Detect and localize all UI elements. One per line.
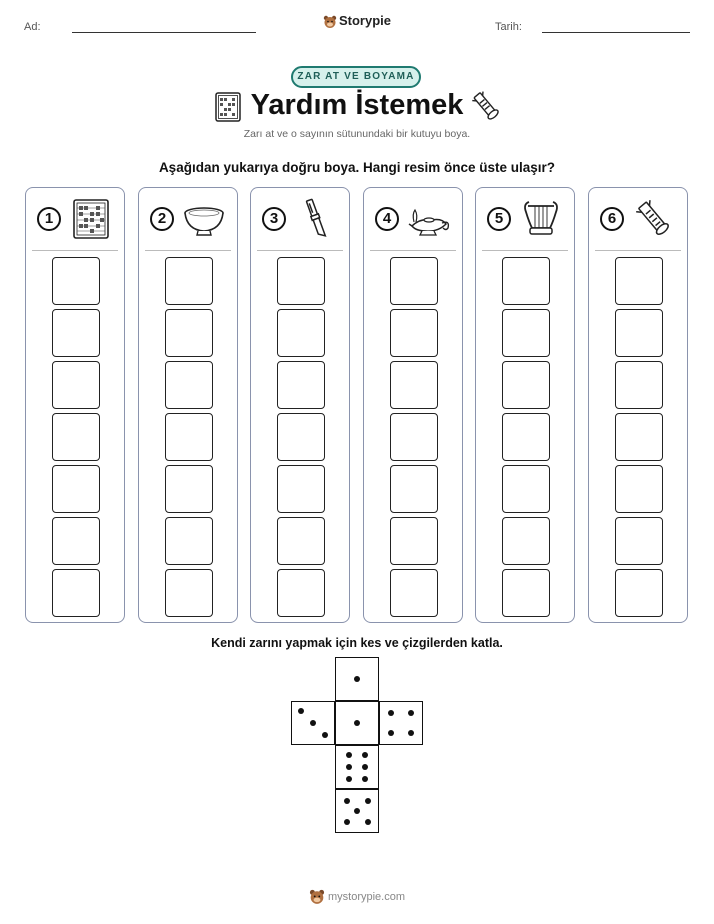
dice-face-4 — [379, 701, 423, 745]
dice-pip — [388, 730, 394, 736]
dice-pip — [354, 808, 360, 814]
dice-pip — [346, 776, 352, 782]
color-box[interactable] — [277, 569, 325, 617]
column-3 — [250, 187, 350, 623]
column-1 — [25, 187, 125, 623]
dice-pip — [346, 752, 352, 758]
color-box[interactable] — [615, 257, 663, 305]
color-box[interactable] — [277, 465, 325, 513]
color-box[interactable] — [390, 309, 438, 357]
color-box[interactable] — [165, 361, 213, 409]
color-box[interactable] — [52, 257, 100, 305]
column-4 — [363, 187, 463, 623]
color-box[interactable] — [165, 517, 213, 565]
bear-icon — [309, 889, 325, 905]
column-number: 6 — [600, 207, 624, 231]
color-box[interactable] — [502, 309, 550, 357]
scroll-icon — [633, 198, 675, 240]
column-divider — [32, 250, 118, 251]
dice-pip — [298, 708, 304, 714]
column-5 — [475, 187, 575, 623]
dice-pip — [354, 676, 360, 682]
color-box[interactable] — [165, 257, 213, 305]
footer-url: mystorypie.com — [327, 890, 406, 903]
color-box[interactable] — [615, 309, 663, 357]
color-box[interactable] — [615, 569, 663, 617]
coloring-instruction: Aşağıdan yukarıya doğru boya. Hangi resim önce üste ulaşır? — [158, 160, 556, 175]
dice-pip — [388, 710, 394, 716]
color-box[interactable] — [502, 517, 550, 565]
dice-face-5 — [335, 789, 379, 833]
column-2 — [138, 187, 238, 623]
dice-pip — [362, 764, 368, 770]
dice-pip — [362, 776, 368, 782]
color-box[interactable] — [52, 465, 100, 513]
color-box[interactable] — [502, 413, 550, 461]
chisel-icon — [295, 198, 337, 240]
color-box[interactable] — [277, 361, 325, 409]
color-box[interactable] — [52, 413, 100, 461]
color-box[interactable] — [390, 465, 438, 513]
dice-pip — [362, 752, 368, 758]
name-line[interactable] — [72, 32, 256, 33]
dice-pip — [322, 732, 328, 738]
column-number: 3 — [262, 207, 286, 231]
bowl-icon — [183, 198, 225, 240]
page-title: Yardım İstemek — [250, 89, 464, 121]
color-box[interactable] — [277, 257, 325, 305]
dice-pip — [344, 798, 350, 804]
color-box[interactable] — [52, 361, 100, 409]
footer — [0, 889, 714, 905]
oil-lamp-icon — [408, 198, 450, 240]
abacus-icon — [70, 198, 112, 240]
dice-pip — [354, 720, 360, 726]
column-number: 4 — [375, 207, 399, 231]
color-box[interactable] — [615, 465, 663, 513]
column-divider — [595, 250, 681, 251]
color-box[interactable] — [390, 257, 438, 305]
dice-pip — [346, 764, 352, 770]
color-box[interactable] — [390, 361, 438, 409]
color-box[interactable] — [615, 413, 663, 461]
name-label: Ad: — [24, 21, 41, 33]
color-box[interactable] — [165, 413, 213, 461]
dice-face-1 — [335, 701, 379, 745]
date-line[interactable] — [542, 32, 690, 33]
color-box[interactable] — [502, 257, 550, 305]
color-box[interactable] — [165, 569, 213, 617]
color-box[interactable] — [390, 569, 438, 617]
dice-face-1 — [335, 657, 379, 701]
color-box[interactable] — [502, 465, 550, 513]
activity-badge: ZAR AT VE BOYAMA — [291, 66, 421, 88]
dice-pip — [310, 720, 316, 726]
dice-face-6 — [335, 745, 379, 789]
color-box[interactable] — [52, 517, 100, 565]
bear-icon — [323, 15, 337, 29]
color-box[interactable] — [52, 309, 100, 357]
dice-pip — [344, 819, 350, 825]
column-divider — [145, 250, 231, 251]
color-box[interactable] — [277, 413, 325, 461]
color-box[interactable] — [390, 413, 438, 461]
dice-pip — [408, 730, 414, 736]
color-box[interactable] — [615, 361, 663, 409]
color-box[interactable] — [277, 309, 325, 357]
date-label: Tarih: — [495, 21, 522, 33]
column-number: 2 — [150, 207, 174, 231]
column-number: 1 — [37, 207, 61, 231]
dice-pip — [408, 710, 414, 716]
color-box[interactable] — [615, 517, 663, 565]
color-box[interactable] — [502, 569, 550, 617]
color-box[interactable] — [52, 569, 100, 617]
dice-pip — [365, 819, 371, 825]
scroll-icon — [472, 90, 500, 122]
dice-face-3 — [291, 701, 335, 745]
dice-instruction: Kendi zarını yapmak için kes ve çizgilerden katla. — [211, 636, 503, 650]
color-box[interactable] — [390, 517, 438, 565]
subtitle: Zarı at ve o sayının sütunundaki bir kutuyu boya. — [243, 128, 471, 140]
column-number: 5 — [487, 207, 511, 231]
color-box[interactable] — [165, 465, 213, 513]
brand-logo — [0, 13, 714, 29]
color-box[interactable] — [277, 517, 325, 565]
column-divider — [482, 250, 568, 251]
column-divider — [257, 250, 343, 251]
column-6 — [588, 187, 688, 623]
column-divider — [370, 250, 456, 251]
color-box[interactable] — [502, 361, 550, 409]
dice-pip — [365, 798, 371, 804]
brand-name: Storypie — [338, 13, 391, 28]
lyre-icon — [520, 198, 562, 240]
color-box[interactable] — [165, 309, 213, 357]
